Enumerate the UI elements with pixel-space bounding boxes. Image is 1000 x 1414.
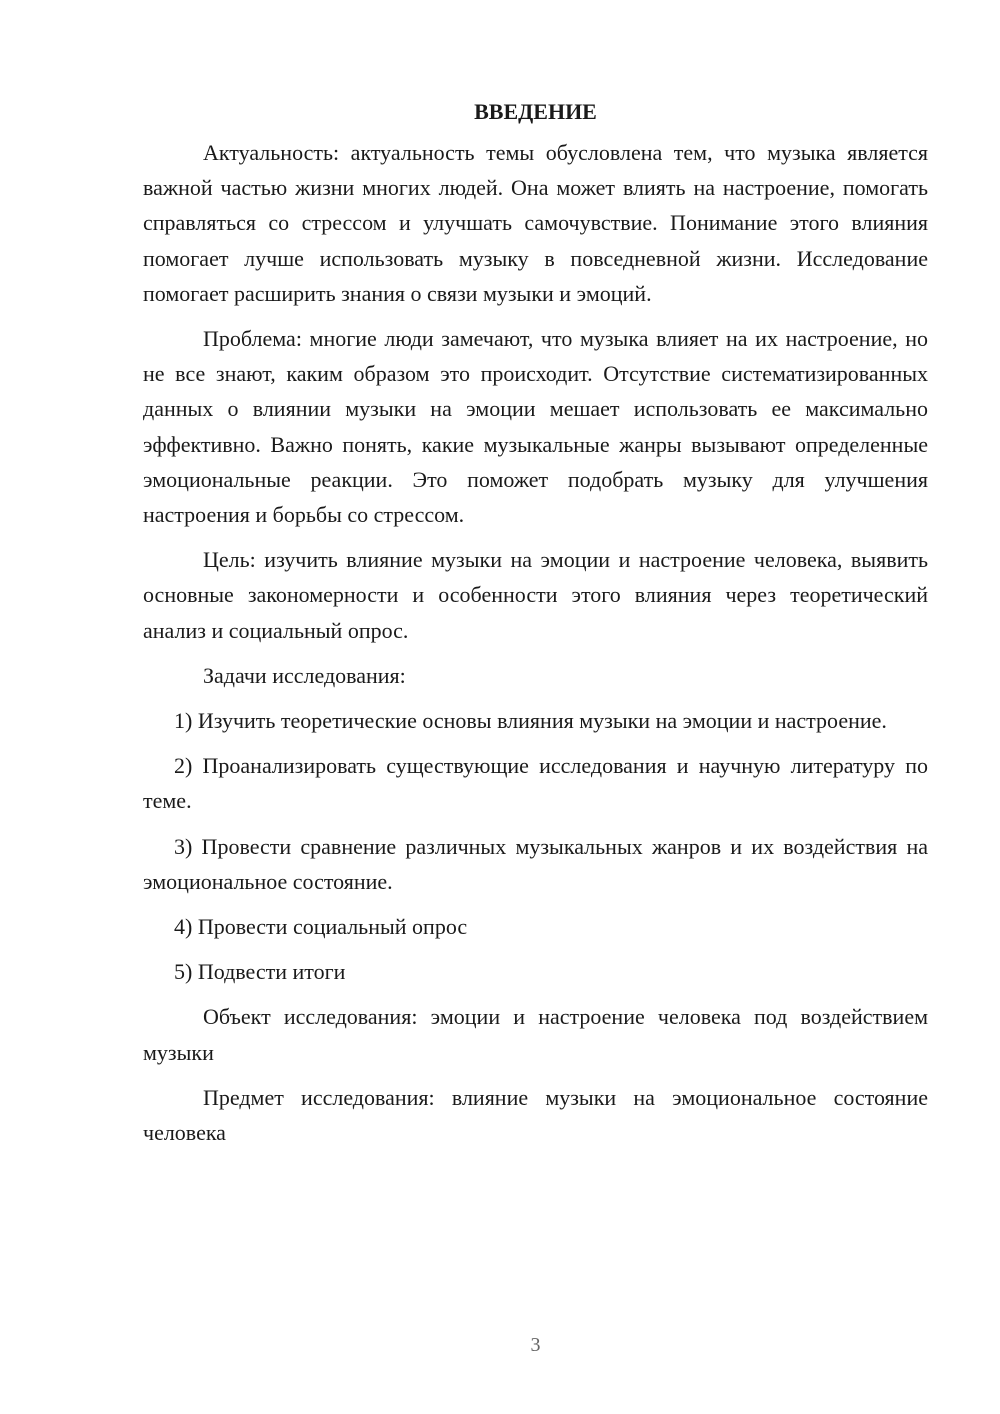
page-content [143,94,928,1160]
goal-paragraph: Цель: изучить влияние музыки на эмоции и настроение человека, выявить основные закономерности и особенности этого влияния через теоретический анализ и социальный опрос. [143,547,928,643]
task-item-2: 2) Проанализировать существующие исследования и научную литературу по теме. [143,753,928,814]
research-object-paragraph: Объект исследования: эмоции и настроение человека под воздействием музыки [143,1004,928,1065]
research-subject-paragraph: Предмет исследования: влияние музыки на эмоциональное состояние человека [143,1084,928,1146]
task-item-4: 4) Провести социальный опрос [174,914,468,940]
task-item-1: 1) Изучить теоретические основы влияния музыки на эмоции и настроение. [174,708,887,734]
problem-paragraph: Проблема: многие люди замечают, что музыка влияет на их настроение, но не все знают, каким образом это происходит. Отсутствие систематизированных данных о влиянии музыки на эмоции мешает использовать ее максимально эффективно. Важно понять, какие музыкальные жанры вызывают определенные эмоциональные реакции. Это поможет подобрать музыку для улучшения настроения и борьбы со стрессом. [143,326,928,528]
page-number: 3 [530,1334,541,1356]
task-item-5: 5) Подвести итоги [174,959,346,985]
task-item-3: 3) Провести сравнение различных музыкальных жанров и их воздействия на эмоциональное состояние. [143,833,928,894]
section-title: ВВЕДЕНИЕ [474,99,597,124]
relevance-paragraph: Актуальность: актуальность темы обусловлена тем, что музыка является важной частью жизни многих людей. Она может влиять на настроение, помогать справляться со стрессом и улучшать самочувствие. Понимание этого влияния помогает лучше использовать музыку в повседневной жизни. Исследование помогает расширить знания о связи музыки и эмоций. [143,140,928,306]
tasks-heading: Задачи исследования: [203,662,406,688]
